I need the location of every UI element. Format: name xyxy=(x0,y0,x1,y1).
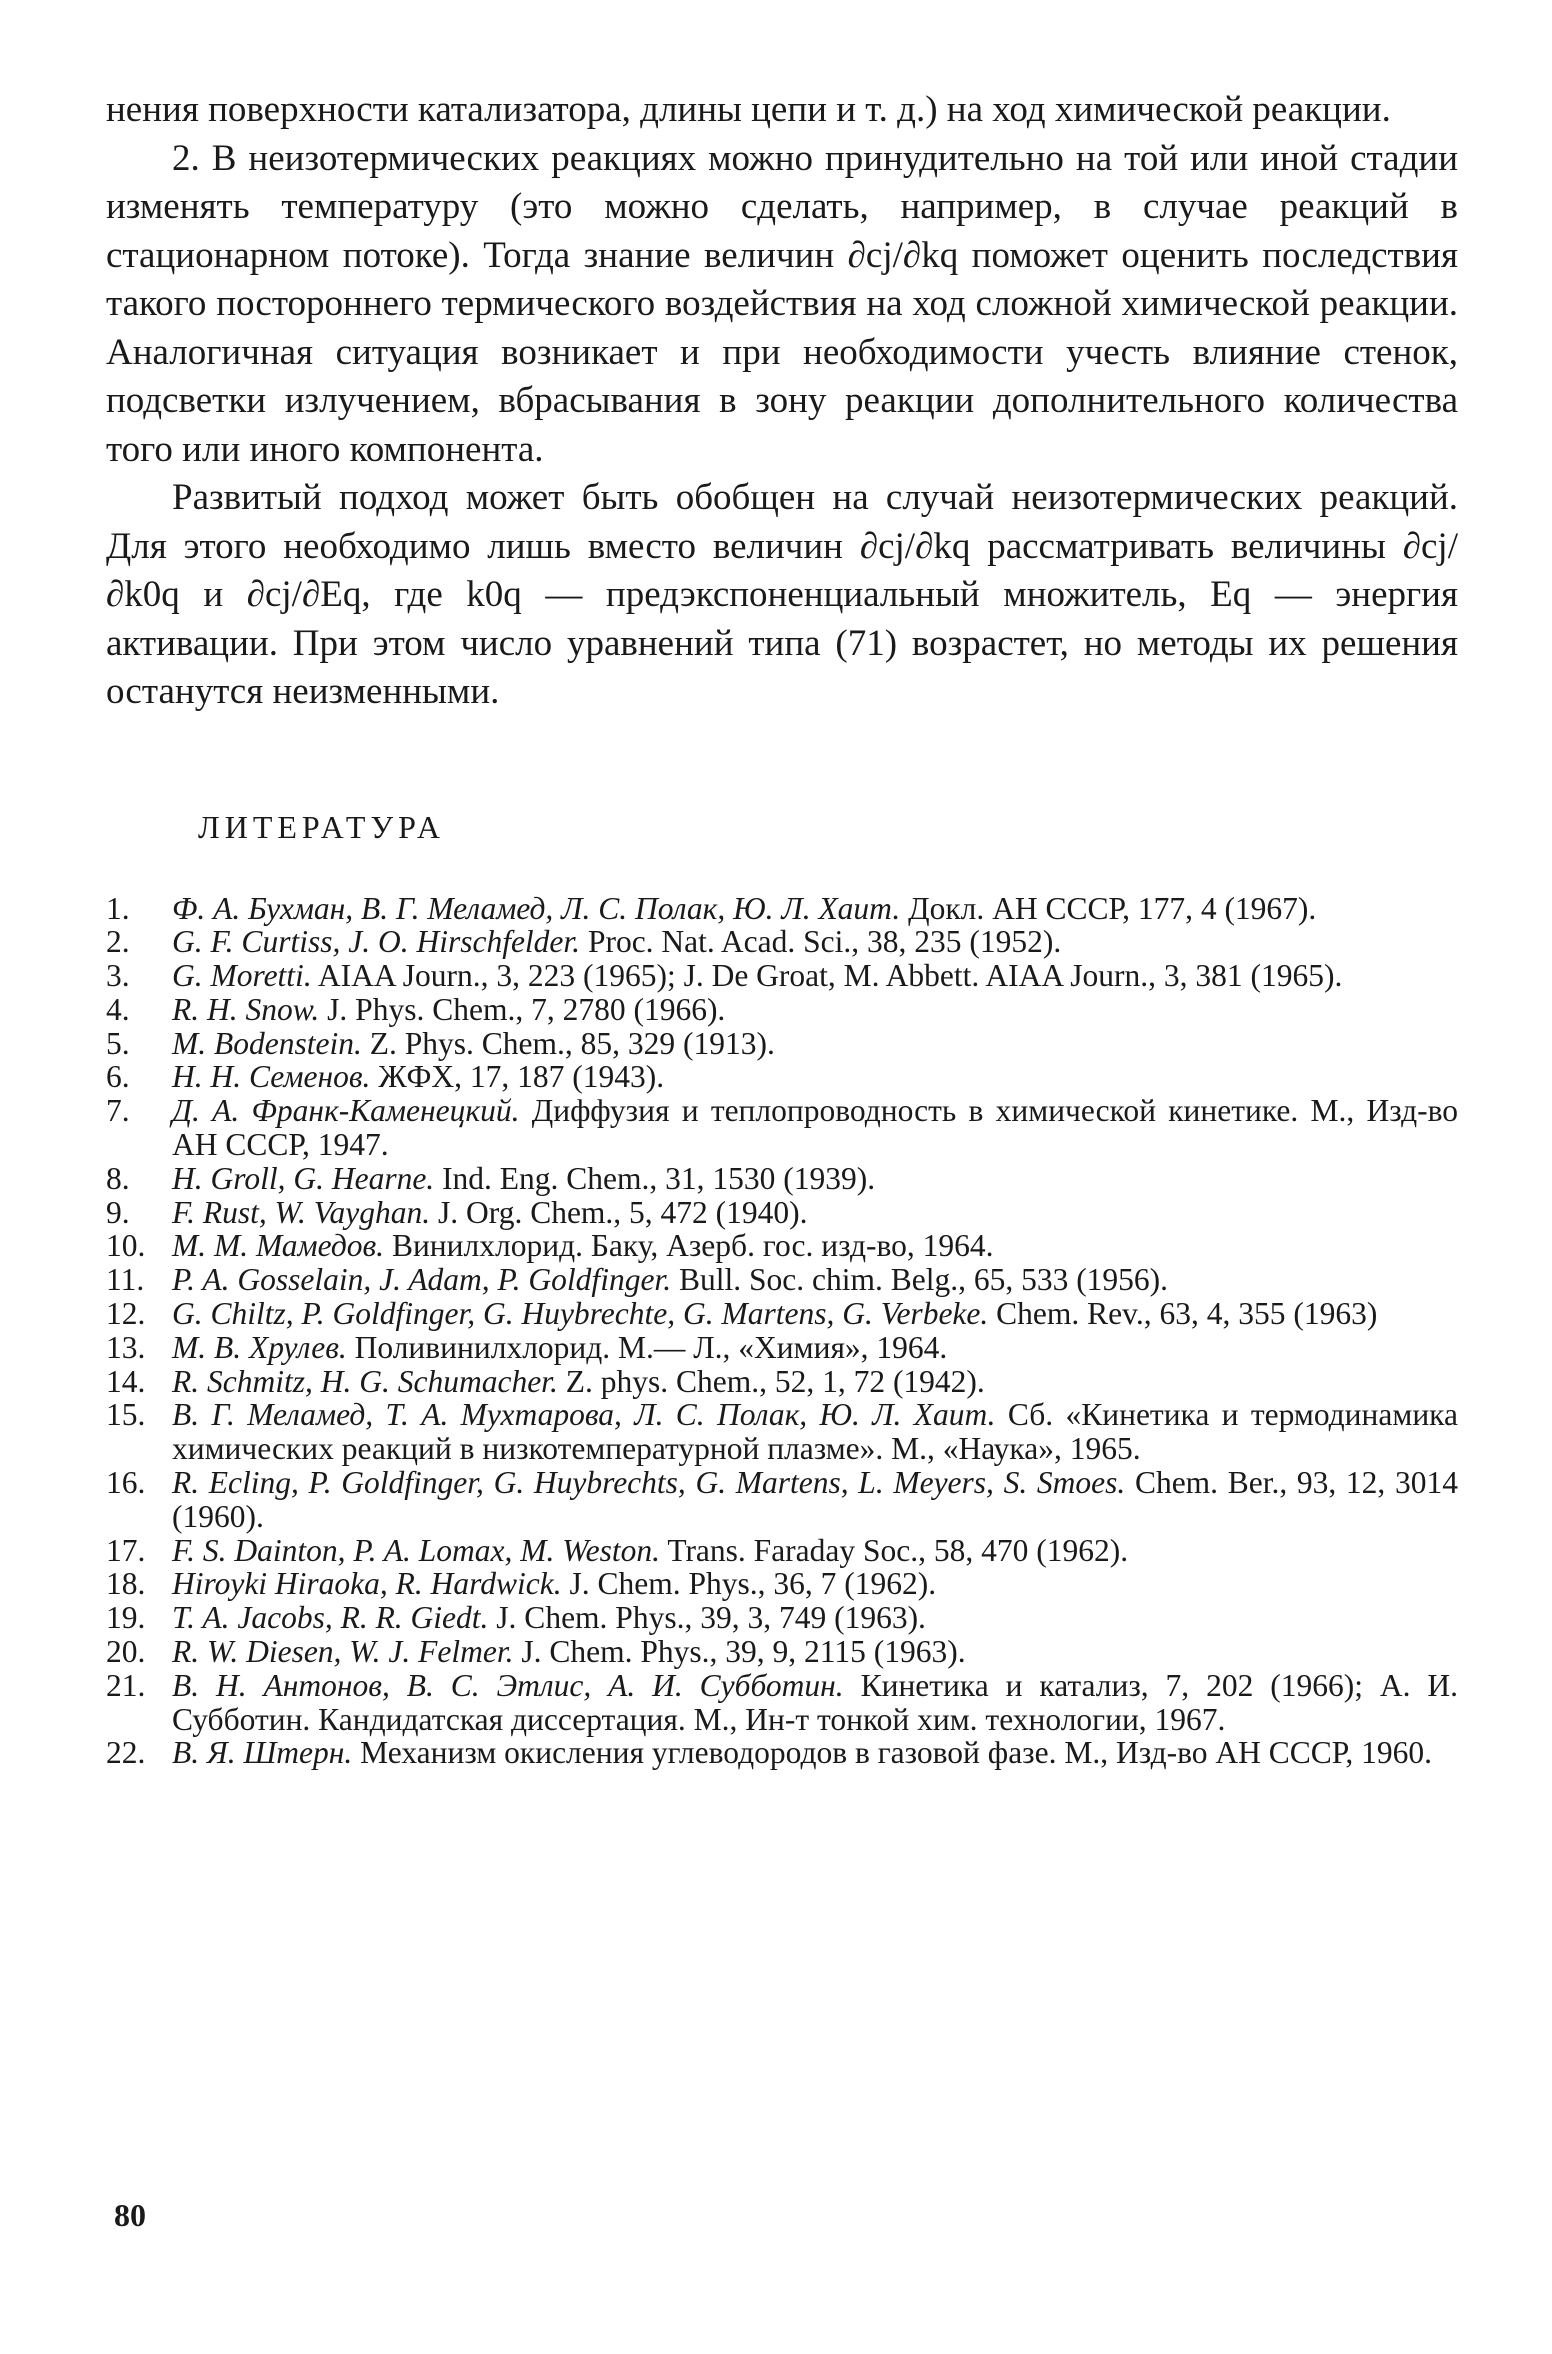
reference-item xyxy=(106,1027,1458,1061)
reference-source: Диффузия и теплопроводность в химической кинетике. М., Изд-во АН СССР, 1947. xyxy=(172,1093,1459,1163)
reference-item xyxy=(106,1466,1458,1534)
reference-number: 15. xyxy=(106,1397,146,1433)
reference-authors: G. Moretti. xyxy=(172,958,312,994)
body-paragraph-2: 2. В неизотермических реакциях можно принудительно на той или иной стадии изменять температуру (это можно сделать, например, в случае реакций в стационарном потоке). Тогда знание величин ∂cj/∂kq поможет оценить последствия такого постороннего термического воздействия на ход сложной химической реакции. Аналогичная ситуация возникает и при необходимости учесть влияние стенок, подсветки излучением, вбрасывания в зону реакции дополнительного количества того или иного компонента. xyxy=(106,137,1458,470)
reference-authors: H. Groll, G. Hearne. xyxy=(172,1160,435,1196)
reference-number: 13. xyxy=(106,1329,146,1365)
reference-source: Bull. Soc. chim. Belg., 65, 533 (1956). xyxy=(678,1262,1169,1298)
reference-item xyxy=(106,1263,1458,1297)
reference-number: 5. xyxy=(106,1025,130,1061)
reference-number: 1. xyxy=(106,890,130,926)
reference-source: Trans. Faraday Soc., 58, 470 (1962). xyxy=(667,1532,1129,1568)
reference-source: J. Phys. Chem., 7, 2780 (1966). xyxy=(327,991,726,1027)
reference-number: 19. xyxy=(106,1600,146,1636)
reference-number: 2. xyxy=(106,924,130,960)
reference-item xyxy=(106,1060,1458,1094)
reference-authors: M. Bodenstein. xyxy=(172,1025,362,1061)
reference-authors: R. H. Snow. xyxy=(172,991,320,1027)
reference-item xyxy=(106,1331,1458,1365)
body-paragraph-1: нения поверхности катализатора, длины цепи и т. д.) на ход химической реакции. xyxy=(106,89,1391,130)
reference-source: Proc. Nat. Acad. Sci., 38, 235 (1952). xyxy=(587,924,1062,960)
reference-authors: T. A. Jacobs, R. R. Giedt. xyxy=(172,1600,489,1636)
reference-authors: P. A. Gosselain, J. Adam, P. Goldfinger. xyxy=(172,1262,672,1298)
reference-number: 4. xyxy=(106,991,130,1027)
reference-authors: В. Я. Штерн. xyxy=(172,1735,353,1771)
reference-item xyxy=(106,1094,1458,1162)
reference-source: J. Org. Chem., 5, 472 (1940). xyxy=(438,1194,808,1230)
reference-number: 10. xyxy=(106,1228,146,1264)
body-paragraph-3: Развитый подход может быть обобщен на случай неизотермических реакций. Для этого необходимо лишь вместо величин ∂cj/∂kq рассматривать величины ∂cj/∂k0q и ∂cj/∂Eq, где k0q — предэкспоненциальный множитель, Eq — энергия активации. При этом число уравнений типа (71) возрастет, но методы их решения останутся неизменными. xyxy=(106,477,1458,712)
page-body xyxy=(106,86,1458,1770)
reference-source: Ind. Eng. Chem., 31, 1530 (1939). xyxy=(442,1160,876,1196)
reference-item xyxy=(106,1297,1458,1331)
reference-source: J. Chem. Phys., 39, 9, 2115 (1963). xyxy=(521,1634,966,1670)
reference-source: Механизм окисления углеводородов в газовой фазе. М., Изд-во АН СССР, 1960. xyxy=(360,1735,1433,1771)
reference-list xyxy=(106,892,1458,1771)
reference-source: J. Chem. Phys., 36, 7 (1962). xyxy=(569,1566,937,1602)
reference-number: 18. xyxy=(106,1566,146,1602)
reference-item xyxy=(106,1398,1458,1466)
reference-authors: R. W. Diesen, W. J. Felmer. xyxy=(172,1634,514,1670)
reference-item xyxy=(106,959,1458,993)
literature-heading: ЛИТЕРАТУРА xyxy=(198,808,445,845)
reference-authors: Ф. А. Бухман, В. Г. Меламед, Л. С. Полак, Ю. Л. Хаит. xyxy=(172,890,901,926)
reference-item xyxy=(106,1196,1458,1230)
reference-source: Поливинилхлорид. М.— Л., «Химия», 1964. xyxy=(354,1329,948,1365)
reference-number: 20. xyxy=(106,1634,146,1670)
reference-source: Z. Phys. Chem., 85, 329 (1913). xyxy=(369,1025,775,1061)
reference-authors: G. F. Curtiss, J. O. Hirschfelder. xyxy=(172,924,581,960)
reference-authors: М. В. Хрулев. xyxy=(172,1329,347,1365)
reference-item xyxy=(106,1567,1458,1601)
reference-authors: R. Ecling, P. Goldfinger, G. Huybrechts, G. Martens, L. Meyers, S. Smoes. xyxy=(172,1465,1126,1501)
reference-source: AIAA Journ., 3, 223 (1965); J. De Groat, M. Abbett. AIAA Journ., 3, 381 (1965). xyxy=(317,958,1343,994)
reference-number: 17. xyxy=(106,1532,146,1568)
reference-number: 9. xyxy=(106,1194,130,1230)
reference-authors: М. М. Мамедов. xyxy=(172,1228,385,1264)
page-number: 80 xyxy=(114,2197,146,2233)
reference-item xyxy=(106,925,1458,959)
reference-authors: R. Schmitz, H. G. Schumacher. xyxy=(172,1363,558,1399)
reference-item xyxy=(106,1669,1458,1737)
reference-item xyxy=(106,1635,1458,1669)
reference-number: 14. xyxy=(106,1363,146,1399)
reference-number: 16. xyxy=(106,1465,146,1501)
reference-number: 21. xyxy=(106,1667,146,1703)
reference-item xyxy=(106,892,1458,926)
reference-source: J. Chem. Phys., 39, 3, 749 (1963). xyxy=(496,1600,926,1636)
reference-source: Сб. «Кинетика и термодинамика химических реакций в низкотемпературной плазме». М., «Наука», 1965. xyxy=(172,1397,1458,1467)
reference-number: 12. xyxy=(106,1296,146,1332)
reference-number: 11. xyxy=(106,1262,145,1298)
reference-item xyxy=(106,1601,1458,1635)
reference-source: Кинетика и катализ, 7, 202 (1966); А. И. Субботин. Кандидатская диссертация. М., Ин-т тонкой хим. технологии, 1967. xyxy=(172,1667,1458,1737)
reference-item xyxy=(106,1162,1458,1196)
reference-source: Chem. Ber., 93, 12, 3014 (1960). xyxy=(172,1465,1458,1534)
reference-source: Z. phys. Chem., 52, 1, 72 (1942). xyxy=(565,1363,985,1399)
reference-authors: В. Н. Антонов, В. С. Этлис, А. И. Субботин. xyxy=(172,1667,844,1703)
reference-item xyxy=(106,1229,1458,1263)
reference-authors: Н. Н. Семенов. xyxy=(172,1059,371,1095)
reference-number: 3. xyxy=(106,958,130,994)
reference-source: Винилхлорид. Баку, Азерб. гос. изд-во, 1964. xyxy=(391,1228,994,1264)
reference-item xyxy=(106,1534,1458,1568)
reference-source: Chem. Rev., 63, 4, 355 (1963) xyxy=(996,1296,1378,1332)
reference-number: 8. xyxy=(106,1160,130,1196)
reference-authors: F. S. Dainton, P. A. Lomax, M. Weston. xyxy=(172,1532,660,1568)
reference-authors: F. Rust, W. Vayghan. xyxy=(172,1194,431,1230)
reference-source: ЖФХ, 17, 187 (1943). xyxy=(378,1059,665,1095)
reference-authors: В. Г. Меламед, Т. А. Мухтарова, Л. С. Полак, Ю. Л. Хаит. xyxy=(172,1397,996,1433)
reference-item xyxy=(106,993,1458,1027)
reference-item xyxy=(106,1736,1458,1770)
reference-number: 22. xyxy=(106,1735,146,1771)
reference-item xyxy=(106,1365,1458,1399)
reference-source: Докл. АН СССР, 177, 4 (1967). xyxy=(908,890,1317,926)
reference-number: 6. xyxy=(106,1059,130,1095)
reference-authors: Hiroyki Hiraoka, R. Hardwick. xyxy=(172,1566,562,1602)
reference-authors: G. Chiltz, P. Goldfinger, G. Huybrechte, G. Martens, G. Verbeke. xyxy=(172,1296,989,1332)
reference-authors: Д. А. Франк-Каменецкий. xyxy=(172,1093,520,1129)
reference-number: 7. xyxy=(106,1093,130,1129)
